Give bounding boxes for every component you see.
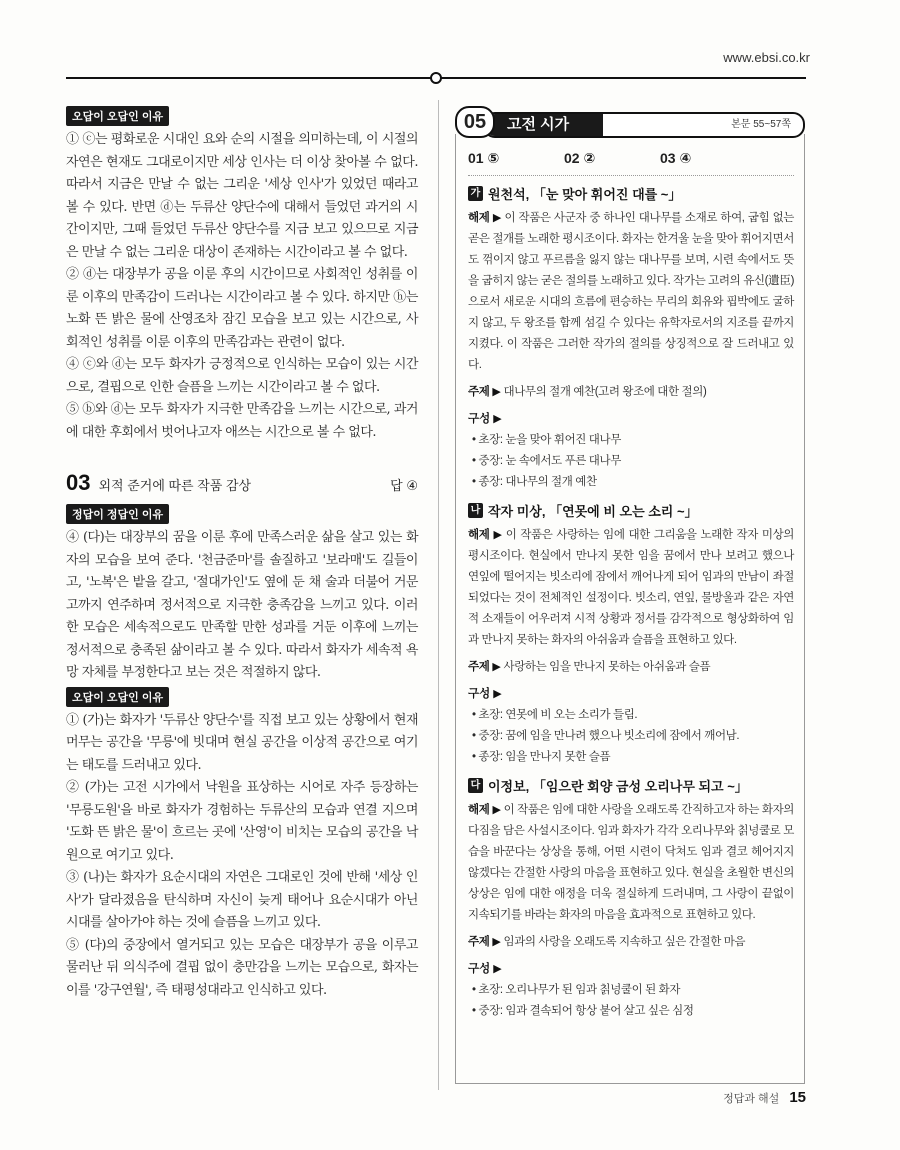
- guseong-line: • 중장: 꿈에 임을 만나려 했으나 빗소리에 잠에서 깨어남.: [472, 730, 740, 742]
- work-header-na: [468, 501, 794, 520]
- work-header-ga: [468, 184, 794, 203]
- left-column: [66, 104, 418, 1002]
- page-footer: [723, 1089, 806, 1106]
- arrow-icon: ▶: [492, 661, 501, 673]
- juje-text: 임과의 사랑을 오래도록 지속하고 싶은 간절한 마음: [503, 936, 746, 948]
- wrong-item-3b: ③ (나)는 화자가 요순시대의 자연은 그대로인 것에 반해 '세상 인사'가 달라졌음을 탄식하며 자신이 늦게 태어나 요순시대가 아닌 시대를 살아가야 하는 것에 슬픔을 느끼고 있다.: [66, 870, 418, 930]
- section-box: [455, 134, 805, 1084]
- page-number: 15: [789, 1089, 806, 1106]
- work-mark-na: 나: [468, 503, 483, 518]
- haeje-text: 이 작품은 사랑하는 임에 대한 그리움을 노래한 작자 미상의 평시조이다. 현실에서 만나지 못한 임을 꿈에서 만나 보려고 했으나 연잎에 떨어지는 빗소리에 잠에서 깨어나게 되어 임과의 만남이 좌절되었다는 것이 전체적인 설정이다. 빗소리, 연잎, 물방울과 같은 자연적 소재들이 어우러져 시적 상황과 정서를 감각적으로 형상화하여 임과 만나지 못하는 화자의 아쉬움과 슬픔을 표현하고 있다.: [468, 529, 795, 646]
- haeje-na: [468, 525, 794, 651]
- haeje-text: 이 작품은 사군자 중 하나인 대나무를 소재로 하여, 굽힘 없는 곧은 절개를 노래한 평시조이다. 화자는 한겨울 눈을 맞아 휘어지면서도 꺾이지 않고 푸르름을 잃지 않는 대나무를 보며, 시련 속에서도 뜻을 굽히지 않는 굳은 절의를 노래하고 있다. 작가는 고려의 유신(遺臣)으로서 새로운 시대의 흐름에 편승하는 무리의 회유와 핍박에도 굴하지 않고, 두 왕조를 함께 섬길 수 있다는 유학자로서의 지조를 끝까지 지켰다. 이 작품은 그러한 작가의 절의를 상징적으로 잘 드러내고 있다.: [468, 212, 795, 371]
- wrong-answer-tag-2: 오답이 오답인 이유: [66, 687, 169, 707]
- section-page-ref: 본문 55~57쪽: [731, 119, 791, 130]
- work-header-da: [468, 776, 794, 795]
- arrow-icon: ▶: [493, 688, 502, 700]
- right-column: [455, 106, 805, 1084]
- haeje-label: 해제: [468, 212, 490, 224]
- arrow-icon: ▶: [492, 529, 503, 541]
- answer-02: 02 ②: [564, 150, 596, 166]
- arrow-icon: ▶: [493, 963, 502, 975]
- question-answer: 답 ④: [390, 478, 418, 493]
- work-mark-da: 다: [468, 778, 483, 793]
- work-title-na: 작자 미상, 「연못에 비 오는 소리 ~」: [488, 504, 698, 519]
- haeje-da: [468, 800, 794, 926]
- haeje-ga: [468, 208, 794, 376]
- arrow-icon: ▶: [492, 804, 501, 816]
- juje-text: 대나무의 절개 예찬(고려 왕조에 대한 절의): [503, 386, 707, 398]
- correct-answer-tag: 정답이 정답인 이유: [66, 504, 169, 524]
- wrong-item-1b: ① (가)는 화자가 '두류산 양단수'를 직접 보고 있는 상황에서 현재 머무는 공간을 '무릉'에 빗대며 현실 공간을 이상적 공간으로 여기는 태도를 드러내고 있다.: [66, 712, 418, 773]
- wrong-item-5b: ⑤ (다)의 중장에서 열거되고 있는 모습은 대장부가 공을 이루고 물러난 뒤 의식주에 결핍 없이 충만감을 느끼는 모습으로, 화자는 이를 '강구연월', 즉 태평성대라고 인식하고 있다.: [66, 937, 418, 998]
- juje-na: [468, 657, 794, 678]
- answer-03: 03 ④: [660, 150, 692, 166]
- juje-da: [468, 932, 794, 953]
- wrong-item-2b: ② (가)는 고전 시가에서 낙원을 표상하는 시어로 자주 등장하는 '무릉도원'을 바로 화자가 경험하는 두류산의 모습과 연결 지으며 '도화 뜬 밝은 물'이 흐르는 곳에 '산영'이 비치는 모습의 공간을 낙원으로 여기고 있다.: [66, 780, 418, 863]
- question-header: [66, 470, 418, 496]
- wrong-item-4: ④ ⓒ와 ⓓ는 모두 화자가 긍정적으로 인식하는 모습이 있는 시간으로, 결핍으로 인한 슬픔을 느끼는 시간이라고 볼 수 없다.: [66, 357, 418, 395]
- work-title-da: 이정보, 「임으란 회양 금성 오리나무 되고 ~」: [488, 779, 748, 794]
- guseong-label: 구성 ▶: [468, 688, 502, 700]
- arrow-icon: ▶: [493, 413, 502, 425]
- section-number: 05: [455, 106, 495, 138]
- arrow-icon: ▶: [492, 936, 501, 948]
- haeje-label: 해제: [468, 804, 490, 816]
- header-rule-dot: [430, 72, 442, 84]
- work-title-ga: 원천석, 「눈 맞아 휘어진 대를 ~」: [488, 187, 682, 202]
- juje-text: 사랑하는 임을 만나지 못하는 아쉬움과 슬픔: [503, 661, 711, 673]
- question-number: 03: [66, 470, 91, 495]
- guseong-line: • 중장: 눈 속에서도 푸른 대나무: [472, 455, 621, 467]
- guseong-line: • 종장: 임을 만나지 못한 슬픔: [472, 751, 611, 763]
- guseong-line: • 초장: 눈을 맞아 휘어진 대나무: [472, 434, 621, 446]
- correct-explanation: ④ (다)는 대장부의 꿈을 이룬 후에 만족스러운 삶을 살고 있는 화자의 모습을 보여 준다. '천금준마'를 솔질하고 '보라매'도 길들이고, '노복'은 밭을 갈고, '절대가인'도 옆에 둔 채 술과 더불어 거문고까지 연주하며 정서적으로 지극한 충족감을 느끼고 있다. 이러한 모습은 세속적으로도 만족할 만한 성과를 거둔 이후에 느끼는 정서적으로 충족된 삶이라고 볼 수 있다. 따라서 화자가 세속적 욕망 자체를 부정한다고 보는 것은 적절하지 않다.: [66, 530, 418, 680]
- column-divider: [438, 100, 439, 1090]
- wrong-answer-tag: 오답이 오답인 이유: [66, 106, 169, 126]
- question-title: 외적 준거에 따른 작품 감상: [98, 478, 252, 493]
- juje-ga: [468, 382, 794, 403]
- wrong-item-5: ⑤ ⓑ와 ⓓ는 모두 화자가 지극한 만족감을 느끼는 시간으로, 과거에 대한 후회에서 벗어나고자 애쓰는 시간으로 볼 수 없다.: [66, 402, 418, 440]
- juje-label: 주제: [468, 661, 490, 673]
- answer-01: 01 ⑤: [468, 150, 500, 166]
- answer-row: [468, 150, 794, 176]
- juje-label: 주제: [468, 936, 490, 948]
- site-url: www.ebsi.co.kr: [723, 50, 810, 65]
- arrow-icon: ▶: [492, 212, 502, 224]
- haeje-label: 해제: [468, 529, 490, 541]
- guseong-label: 구성 ▶: [468, 413, 502, 425]
- work-mark-ga: 가: [468, 186, 483, 201]
- wrong-item-2: ② ⓓ는 대장부가 공을 이룬 후의 시간이므로 사회적인 성취를 이룬 이후의 만족감이 드러나는 시간이라고 볼 수 있다. 하지만 ⓗ는 노화 뜬 밝은 물에 산영조차 잠긴 모습을 보고 있는 시간으로, 사회적인 성취를 이룬 이후의 만족감과는 관련이 없다.: [66, 267, 418, 350]
- guseong-label: 구성 ▶: [468, 963, 502, 975]
- haeje-text: 이 작품은 임에 대한 사랑을 오래도록 간직하고자 하는 화자의 다짐을 담은 사설시조이다. 임과 화자가 각각 오리나무와 칡넝쿨로 모습을 바꾼다는 상상을 통해, 어떤 시련이 닥쳐도 임과 결코 헤어지지 않겠다는 간절한 사랑의 마음을 표현하고 있다. 현실을 초월한 변신의 상상은 임에 대한 애정을 더욱 절실하게 드러내며, 그 사랑이 끝없이 지속되기를 바라는 화자의 마음을 효과적으로 표현하고 있다.: [468, 804, 794, 921]
- wrong-item-1: ① ⓒ는 평화로운 시대인 요와 순의 시절을 의미하는데, 이 시절의 자연은 현재도 그대로이지만 세상 인사는 더 이상 찾아볼 수 없다. 따라서 지금은 만날 수 없는 그리운 '세상 인사'가 있었던 때라고 볼 수 있다. 반면 ⓓ는 두류산 양단수에 대해서 들었던 과거의 시간이지만, 그때 들었던 두류산 양단수를 지금 보고 있으므로 지금은 만날 수 없는 그리운 대상이 존재하는 시간이라고 볼 수 없다.: [66, 132, 418, 260]
- guseong-line: • 초장: 오리나무가 된 임과 칡넝쿨이 된 화자: [472, 984, 681, 996]
- footer-label: 정답과 해설: [723, 1093, 780, 1105]
- arrow-icon: ▶: [492, 386, 501, 398]
- guseong-line: • 중장: 임과 결속되어 항상 붙어 살고 싶은 심정: [472, 1005, 694, 1017]
- juje-label: 주제: [468, 386, 490, 398]
- guseong-line: • 초장: 연못에 비 오는 소리가 들림.: [472, 709, 638, 721]
- guseong-line: • 종장: 대나무의 절개 예찬: [472, 476, 597, 488]
- section-title: 고전 시가: [485, 114, 603, 136]
